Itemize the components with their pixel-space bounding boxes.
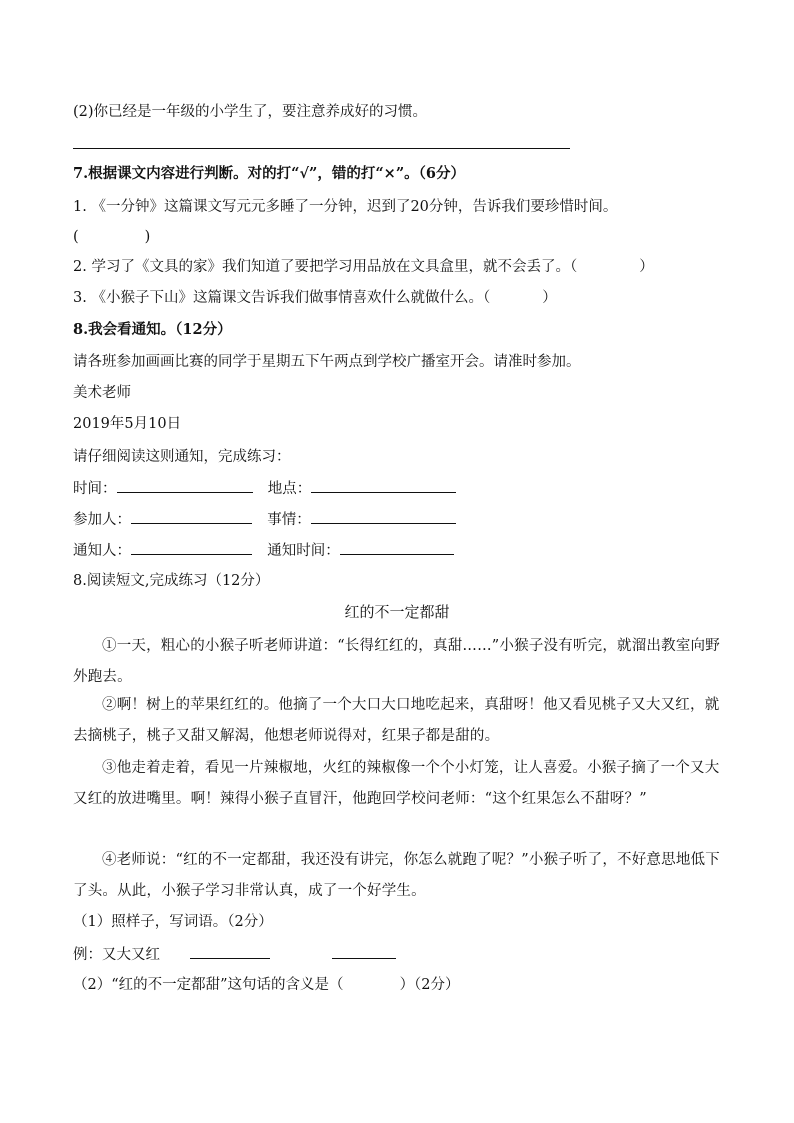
- field-notice-time-blank: [340, 540, 454, 555]
- notice-date: 2019年5月10日: [73, 416, 182, 432]
- q6-answer-line: [73, 148, 570, 149]
- q7-item3-text: 3. 《小猴子下山》这篇课文告诉我们做事情喜欢什么就做什么。（: [73, 290, 491, 306]
- q7-item1-paren-close: ): [144, 229, 151, 245]
- field-row-3: [73, 540, 454, 561]
- q8-notice-heading: 8.我会看通知。（12分）: [73, 321, 232, 338]
- q7-item3-close: ）: [542, 290, 557, 306]
- field-place-label: 地点：: [267, 481, 312, 497]
- passage-paragraph-1: ①一天，粗心的小猴子听老师讲道：“长得红红的，真甜……”小猴子没有听完，就溜出教室向野外跑去。: [73, 638, 720, 685]
- notice-instruction: 请仔细阅读这则通知，完成练习：: [73, 449, 291, 465]
- q8-reading-heading: 8.阅读短文,完成练习（12分）: [73, 573, 270, 589]
- field-matter-blank: [311, 509, 456, 524]
- q7-item3: [73, 288, 557, 308]
- reading-question-2: [73, 975, 460, 995]
- q7-heading: 7.根据课文内容进行判断。对的打“√”，错的打“×”。（6分）: [73, 165, 466, 182]
- field-notifier-blank: [131, 540, 252, 555]
- field-time-blank: [117, 478, 253, 493]
- field-time-label: 时间：: [73, 481, 117, 497]
- q7-item2-text: 2. 学习了《文具的家》我们知道了要把学习用品放在文具盒里，就不会丢了。（: [73, 259, 578, 275]
- field-notice-time-label: 通知时间：: [267, 543, 340, 559]
- example-blank-1: [190, 944, 270, 959]
- q6-item2: (2)你已经是一年级的小学生了，要注意养成好的习惯。: [73, 104, 428, 120]
- q7-item1-answer: [73, 227, 150, 247]
- q7-item1: 1. 《一分钟》这篇课文写元元多睡了一分钟，迟到了20分钟，告诉我们要珍惜时间。: [73, 199, 618, 215]
- reading-question-2-close: ）（2分）: [399, 977, 460, 993]
- field-participants-label: 参加人：: [73, 512, 131, 528]
- passage-paragraph-2: ②啊！树上的苹果红红的。他摘了一个大口大口地吃起来，真甜呀！他又看见桃子又大又红，就去摘桃子，桃子又甜又解渴，他想老师说得对，红果子都是甜的。: [73, 697, 720, 744]
- field-participants-blank: [131, 509, 252, 524]
- example-blank-2: [332, 944, 396, 959]
- reading-question-2-text: （2）“红的不一定都甜”这句话的含义是（: [73, 977, 344, 993]
- q7-item2-close: ）: [639, 259, 654, 275]
- passage-title: 红的不一定都甜: [344, 603, 450, 621]
- notice-text: 请各班参加画画比赛的同学于星期五下午两点到学校广播室开会。请准时参加。: [73, 354, 581, 370]
- q7-item2: [73, 257, 654, 277]
- reading-question-1: （1）照样子，写词语。（2分）: [73, 914, 273, 930]
- notice-signer: 美术老师: [73, 385, 131, 401]
- field-row-2: [73, 509, 456, 530]
- field-matter-label: 事情：: [267, 512, 311, 528]
- field-notifier-label: 通知人：: [73, 543, 131, 559]
- reading-question-1-example: [73, 944, 396, 965]
- field-row-1: [73, 478, 456, 499]
- q7-item1-paren-open: (: [73, 229, 79, 245]
- example-text: 例：又大又红: [73, 947, 160, 963]
- field-place-blank: [311, 478, 456, 493]
- passage-paragraph-4: ④老师说：“红的不一定都甜，我还没有讲完，你怎么就跑了呢？”小猴子听了，不好意思地低下了头。从此，小猴子学习非常认真，成了一个好学生。: [73, 852, 720, 899]
- passage-paragraph-3: ③他走着走着，看见一片辣椒地，火红的辣椒像一个个小灯笼，让人喜爱。小猴子摘了一个又大又红的放进嘴里。啊！辣得小猴子直冒汗，他跑回学校问老师：“这个红果怎么不甜呀？”: [73, 760, 720, 807]
